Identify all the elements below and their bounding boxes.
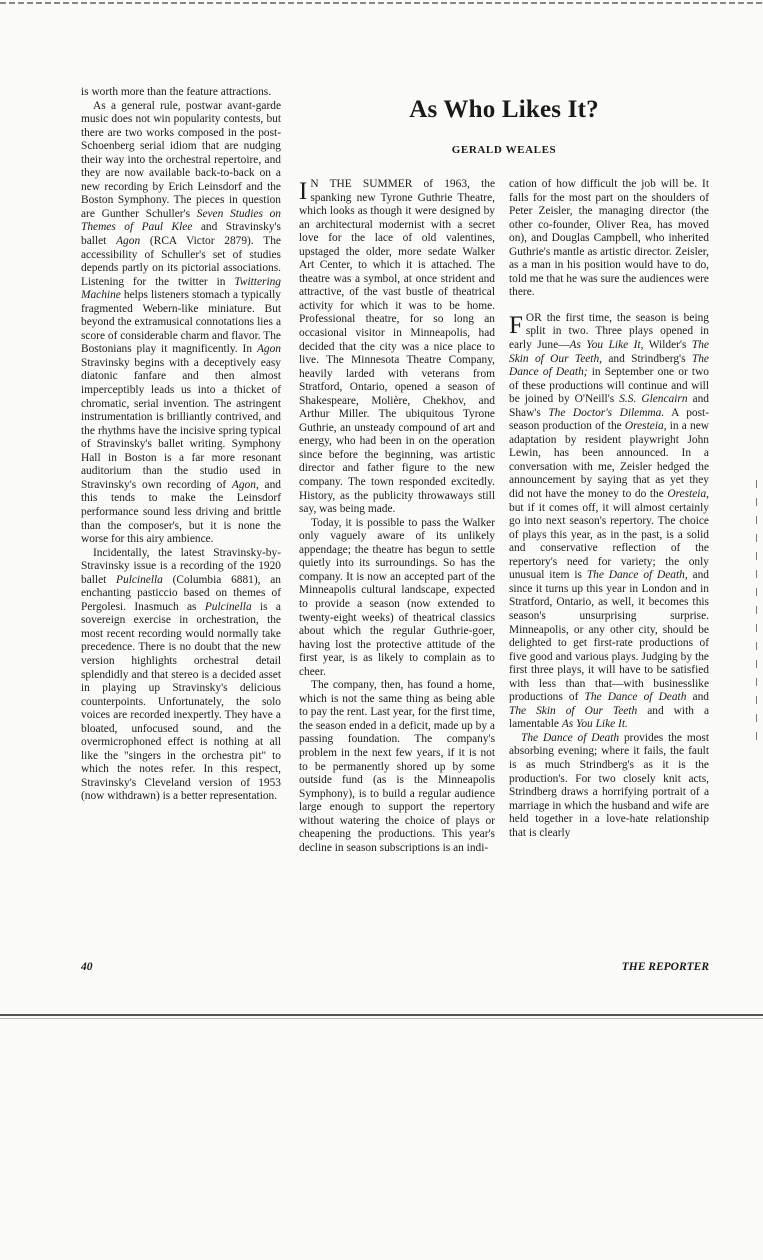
paragraph: Today, it is possible to pass the Walker only vaguely aware of its unlikely appendage; the theatre has begun to settle quietly into its surroundings. So has the company. It is now an accepted part of the Minneapolis cultural landscape, expected to provide a season (now extended to twenty-eight weeks) of theatrical classics about which the regular Guthrie-goer, having lost the protective attitude of the first year, is as likely to complain as to cheer. (299, 516, 495, 678)
drop-cap: F (509, 311, 523, 339)
bottom-rule-shadow (0, 1018, 763, 1019)
previous-article-column (81, 86, 281, 804)
paragraph: Incidentally, the latest Stravinsky-by-Stravinsky issue is a recording of the 1920 ballet Pulcinella (Columbia 6881), an enchanting pasticcio based on themes of Pergolesi. Inasmuch as Pulcinella is a sovereign exercise in orchestration, the most recent recording would normally take precedence. There is no doubt that the new version highlights orchestral detail splendidly and that stereo is a decided asset in playing up Stravinsky's delicious counterpoints. Unfortunately, the solo voices are recorded inexpertly. They have a bloated, unfocused sound, and the overmicrophoned effect is nothing at all like the "singers in the orchestra pit" to which the notes refer. In this respect, Stravinsky's Cleveland version of 1953 (now withdrawn) is a better representation. (81, 546, 281, 803)
paragraph: cation of how difficult the job will be. It falls for the most part on the shoulders of Peter Zeisler, the managing director (the other co-founder, Oliver Rea, has moved on), and Douglas Campbell, who inherited Guthrie's mantle as artistic director. Zeisler, as a man in his position would have to do, told me that he was sure the audiences were there. (509, 178, 709, 299)
paragraph: FOR the first time, the season is being split in two. Three plays opened in early June—As You Like It, Wilder's The Skin of Our Teeth, and Strindberg's The Dance of Death; in September one or two of these productions will continue and will be joined by O'Neill's S.S. Glencairn and Shaw's The Doctor's Dilemma. A post-season production of the Oresteia, in a new adaptation by resident playwright John Lewin, has been announced. In a conversation with me, Zeisler hedged the announcement by saying that as yet they did not have the money to do the Oresteia, but if it comes off, it will almost certainly go into next season's repertory. The choice of plays this year, as in the past, is a solid and conservative reflection of the repertory's need for variety; the only unusual item is The Dance of Death, and since it turns up this year in London and in Stratford, Ontario, as well, it becomes this season's unsurprising surprise. Minneapolis, or any other city, should be delighted to get first-rate productions of five good and various plays. Judging by the first three plays, it will have to be satisfied with less than that—with businesslike productions of The Dance of Death and The Skin of Our Teeth and with a lamentable As You Like It. (509, 311, 710, 731)
article-column-1 (299, 178, 495, 855)
article-column-2 (509, 178, 709, 840)
article-byline: GERALD WEALES (451, 144, 557, 156)
paragraph: The company, then, has found a home, which is not the same thing as being able to pay the rent. Last year, for the first time, the season ended in a deficit, made up by a passing foundation. The company's problem in the next few years, if it is not to be permanently shored up by some outside fund (as is the Minneapolis Symphony), is to build a regular audience large enough to support the repertory without watering the choice of plays or cheapening the productions. This year's decline in season subscriptions is an indi- (299, 679, 495, 854)
paragraph: As a general rule, postwar avant-garde music does not win popularity contests, but there are two works composed in the post-Schoenberg serial idiom that are nudging their way into the orchestral repertoire, and they are now available back-to-back on a new recording by Erich Leinsdorf and the Boston Symphony. The pieces in question are Gunther Schuller's Seven Studies on Themes of Paul Klee and Stravinsky's ballet Agon (RCA Victor 2879). The accessibility of Schuller's set of studies depends partly on its pictorial associations. Listening for the twitter in Twittering Machine helps listeners stomach a typically fragmented Webern-like miniature. But beyond the extramusical connotations lies a score of considerable charm and flavor. The Bostonians play it magnificently. In Agon Stravinsky begins with a deceptively easy diatonic fanfare and then almost imperceptibly leads us into a thicket of chromatic, serial invention. The astringent instrumentation is brilliantly contrived, and the rhythms have the incisive spring typical of Stravinsky's ballet writing. Symphony Hall in Boston is a far more resonant auditorium than the studio used in Stravinsky's own recording of Agon, and this tends to make the Leinsdorf performance sound less driving and brittle than the composer's, but it is none the worse for this airy ambience. (81, 99, 281, 546)
paragraph: I N THE SUMMER of 1963, the spanking new Tyrone Guthrie Theatre, which looks as though it were designed by an architectural modernist with a secret love for the lace of old valentines, upstaged the older, more sedate Walker Art Center, to which it is attached. The theatre was a symbol, at once strident and attractive, of the vast bustle of theatrical activity for which it was to be home. Professional theatre, for so long an occasional visitor in Minneapolis, had decided that the city was a nice place to live. The Minnesota Theatre Company, heavily larded with veterans from Stratford, Ontario, opened a season of Shakespeare, Molière, Chekhov, and Arthur Miller. The ubiquitous Tyrone Guthrie, an unsteady compound of art and energy, who had been in on the operation since before the beginning, was artistic director and father figure to the new company. The town responded excitedly. History, as the publicity throwaways still say, was being made. (299, 178, 496, 516)
paragraph: is worth more than the feature attractions. (81, 86, 272, 98)
article-title: As Who Likes It? (409, 96, 599, 123)
drop-cap: I (299, 178, 308, 205)
page-number: 40 (81, 961, 93, 973)
bottom-rule (0, 1014, 763, 1016)
magazine-name: THE REPORTER (621, 961, 709, 973)
margin-mark (756, 480, 757, 750)
top-rule (0, 2, 763, 4)
paragraph: The Dance of Death provides the most absorbing evening; where it fails, the fault is as much Strindberg's as it is the production's. For two closely knit acts, Strindberg draws a horrifying portrait of a marriage in which the husband and wife are held together in a love-hate relationship that is clearly (509, 731, 709, 839)
